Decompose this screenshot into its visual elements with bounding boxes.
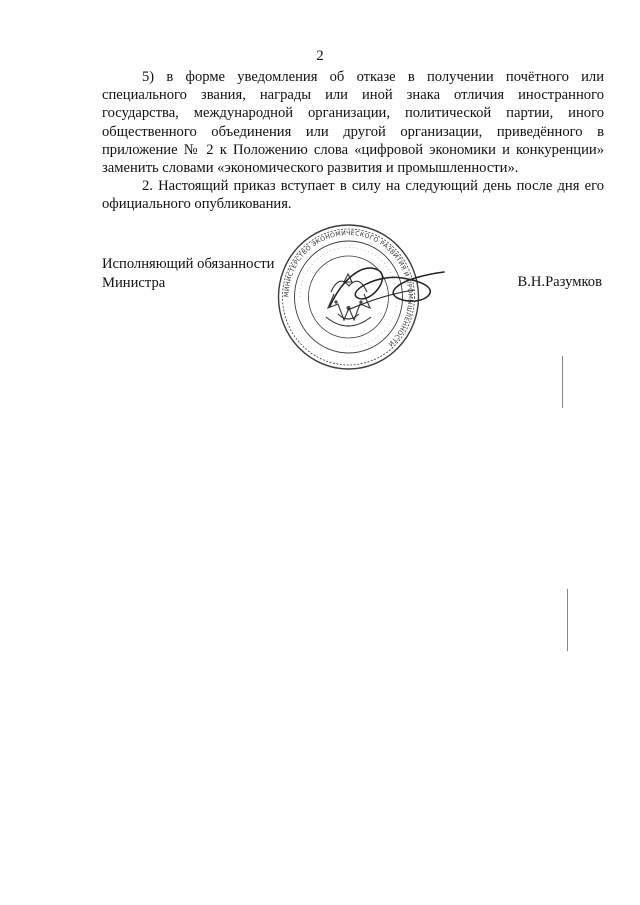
handwritten-signature	[318, 250, 448, 330]
paragraph-item-5: 5) в форме уведомления об отказе в получении почётного или специального звания, награды или иной знака отличия иностранного государства, международной организации, политической партии, иного общественного объединения или другой организации, приведённого в приложение № 2 к Положению слова «цифровой экономики и конкуренции» заменить словами «экономического развития и промышленности».	[102, 69, 604, 177]
signatory-position	[102, 255, 274, 292]
scan-edge-mark	[562, 356, 563, 408]
svg-text:· · · · · · · · · · · · · · ·: · · · · · · · · · · · · · · · · · · · · · · · · · · · · · · · · · · · · · · · · · · · · · · · · · · · · · · · · · · · · ·	[298, 245, 399, 349]
seal-text: МИНИСТЕРСТВО ЭКОНОМИЧЕСКОГО РАЗВИТИЯ И ПРОМЫШЛЕННОСТИ	[283, 229, 414, 348]
scan-edge-mark	[567, 589, 568, 651]
signatory-position-line-2: Министра	[102, 274, 166, 291]
order-body	[102, 68, 604, 214]
signer-name: В.Н.Разумков	[517, 274, 602, 290]
signatory-position-line-1: Исполняющий обязанности	[102, 256, 275, 272]
page-number: 2	[316, 48, 324, 64]
paragraph-effective-date: 2. Настоящий приказ вступает в силу на следующий день после дня его официального опубликования.	[102, 178, 604, 213]
